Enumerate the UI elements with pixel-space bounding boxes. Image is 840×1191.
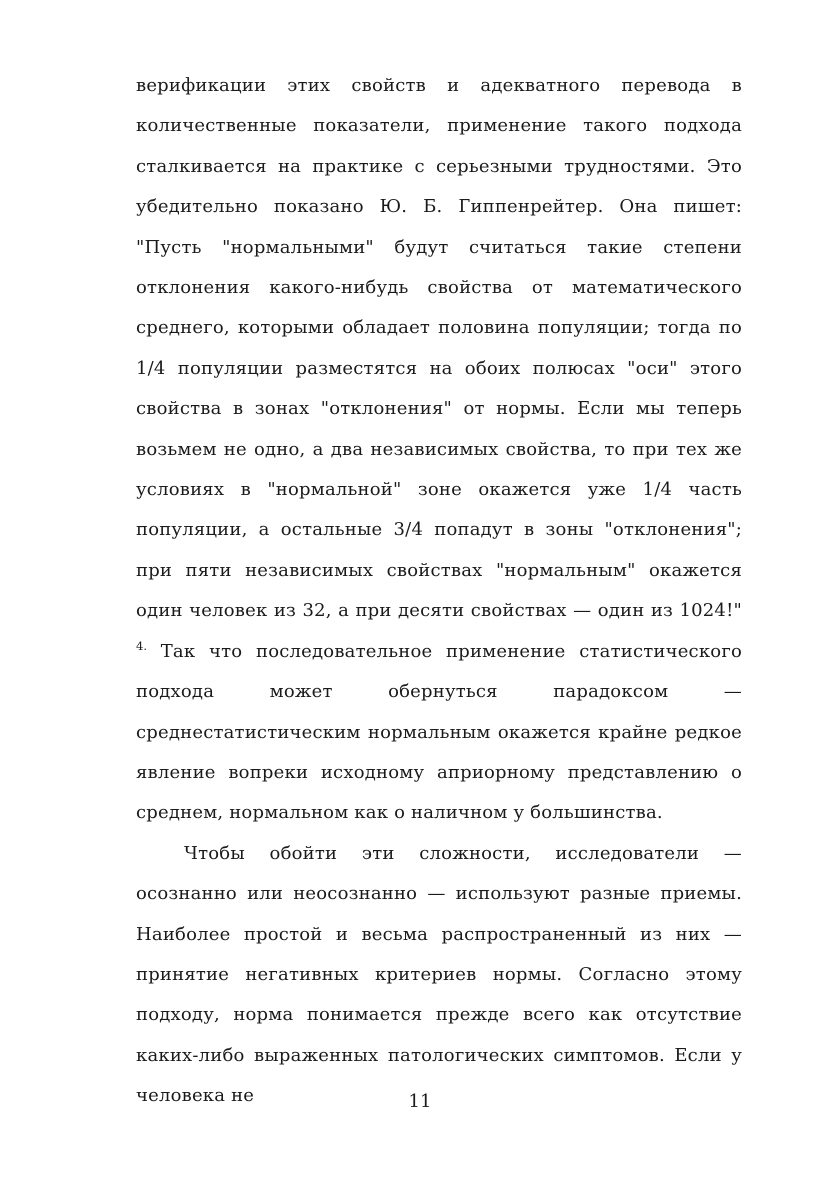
paragraph-text: Так что последовательное применение статистического подхода может обернуться парадоксом — среднестатистическим нормальным окажется крайне редкое явление вопреки исходному априорному представлению о среднем, нормальном как о наличном у большинства. [136,640,742,824]
footnote-marker: 4. [136,638,147,653]
page-text [136,66,742,1117]
paragraph-text: Чтобы обойти эти сложности, исследователи — осознанно или неосознанно — используют разные приемы. Наиболее простой и весьма распространенный из них — принятие негативных критериев нормы. Согласно этому подходу, норма понимается прежде всего как отсутствие каких-либо выраженных патологических симптомов. Если у человека не [136,842,742,1107]
paragraph-text: верификации этих свойств и адекватного перевода в количественные показатели, применение такого подхода сталкивается на практике с серьезными трудностями. Это убедительно показано Ю. Б. Гиппенрейтер. Она пишет: "Пусть "нормальными" будут считаться такие степени отклонения какого-нибудь свойства от математического среднего, которыми обладает половина популяции; тогда по 1/4 популяции разместятся на обоих полюсах "оси" этого свойства в зонах "отклонения" от нормы. Если мы теперь возьмем не одно, а два независимых свойства, то при тех же условиях в "нормальной" зоне окажется уже 1/4 часть популяции, а остальные 3/4 попадут в зоны "отклонения"; при пяти независимых свойствах "нормальным" окажется один человек из 32, а при десяти свойствах — один из 1024!" [136,75,742,622]
paragraph [136,66,742,834]
paragraph [136,834,742,1117]
page-number: 11 [408,1091,432,1112]
